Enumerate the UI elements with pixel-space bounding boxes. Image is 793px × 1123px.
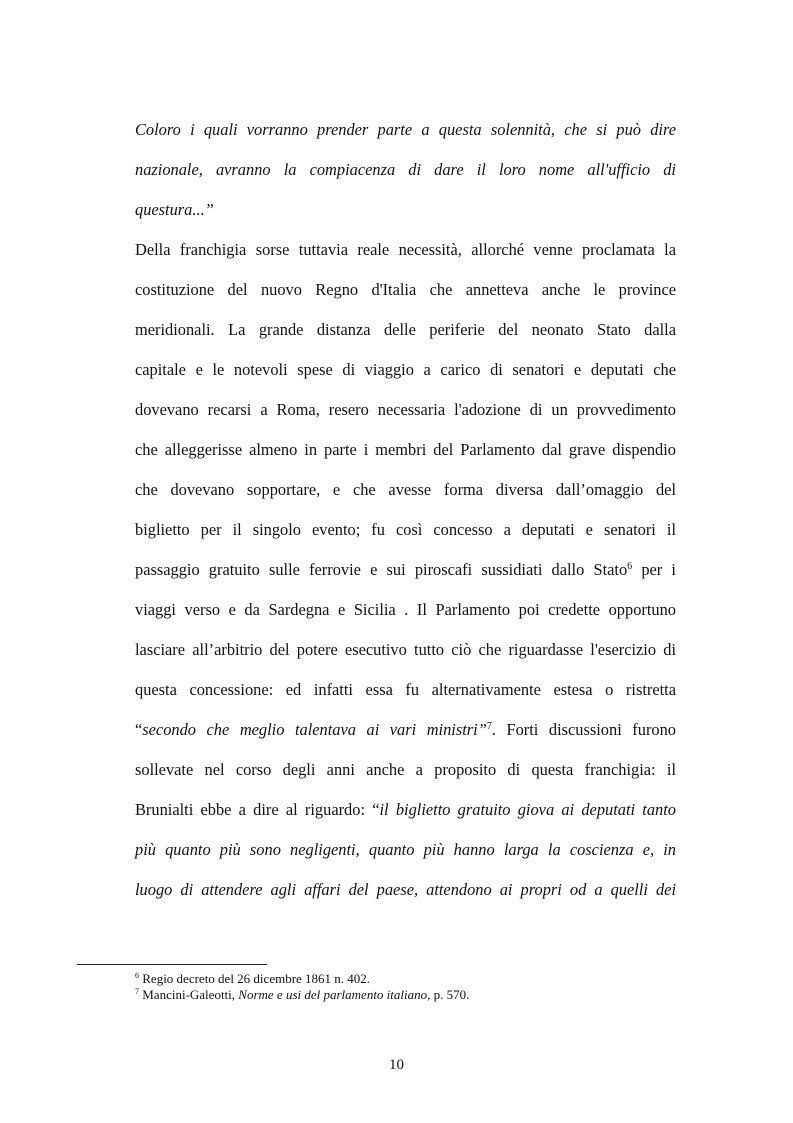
text-line: questura...” — [135, 200, 214, 219]
footnote-number: 7 — [135, 987, 139, 996]
text-segment: per i — [632, 560, 676, 579]
text-line: che dovevano sopportare, e che avesse forma diversa dall’omaggio del — [135, 480, 676, 499]
text-line: più quanto più sono negligenti, quanto più hanno larga la coscienza e, in — [135, 840, 676, 859]
text-segment: passaggio gratuito sulle ferrovie e sui piroscafi sussidiati dallo Stato — [135, 560, 628, 579]
text-line: Della franchigia sorse tuttavia reale necessità, allorché venne proclamata la — [135, 240, 676, 259]
text-line — [135, 720, 676, 740]
footnote-text: Mancini-Galeotti, — [142, 987, 239, 1002]
text-segment: Brunialti ebbe a dire al riguardo: “ — [135, 800, 380, 819]
text-line: biglietto per il singolo evento; fu così concesso a deputati e senatori il — [135, 520, 676, 539]
text-line: dovevano recarsi a Roma, resero necessaria l'adozione di un provvedimento — [135, 400, 676, 419]
text-segment: “ — [135, 720, 143, 739]
text-segment: . Forti discussioni furono — [491, 720, 676, 739]
text-line: che alleggerisse almeno in parte i membri del Parlamento dal grave dispendio — [135, 440, 676, 459]
text-line: costituzione del nuovo Regno d'Italia che annetteva anche le province — [135, 280, 676, 299]
text-line — [135, 560, 676, 580]
page-number: 10 — [389, 1057, 404, 1073]
text-line: Coloro i quali vorranno prender parte a questa solennità, che si può dire — [135, 120, 676, 139]
footnote-text: Regio decreto del 26 dicembre 1861 n. 402. — [142, 971, 371, 986]
text-line: capitale e le notevoli spese di viaggio a carico di senatori e deputati che — [135, 360, 676, 379]
text-line: luogo di attendere agli affari del paese, attendono ai propri od a quelli dei — [135, 880, 676, 899]
footnote-ref-6: 6 — [627, 561, 633, 572]
footnote-6 — [135, 971, 370, 987]
footnote-7 — [135, 987, 469, 1003]
text-line — [135, 800, 676, 820]
text-line: meridionali. La grande distanza delle periferie del neonato Stato dalla — [135, 320, 676, 339]
italic-quote: secondo che meglio talentava ai vari ministri” — [142, 720, 487, 739]
footnote-separator — [77, 964, 267, 965]
text-line: nazionale, avranno la compiacenza di dare il loro nome all'ufficio di — [135, 160, 676, 179]
footnote-number: 6 — [135, 971, 139, 980]
italic-quote: il biglietto gratuito giova ai deputati tanto — [379, 800, 676, 819]
text-line: viaggi verso e da Sardegna e Sicilia . Il Parlamento poi credette opportuno — [135, 600, 676, 619]
text-line: sollevate nel corso degli anni anche a proposito di questa franchigia: il — [135, 760, 676, 779]
footnote-ref-7: 7 — [486, 721, 492, 732]
footnote-text: , p. 570. — [427, 987, 470, 1002]
text-line: lasciare all’arbitrio del potere esecutivo tutto ciò che riguardasse l'esercizio di — [135, 640, 676, 659]
footnote-title: Norme e usi del parlamento italiano — [238, 987, 428, 1002]
text-line: questa concessione: ed infatti essa fu alternativamente estesa o ristretta — [135, 680, 676, 699]
